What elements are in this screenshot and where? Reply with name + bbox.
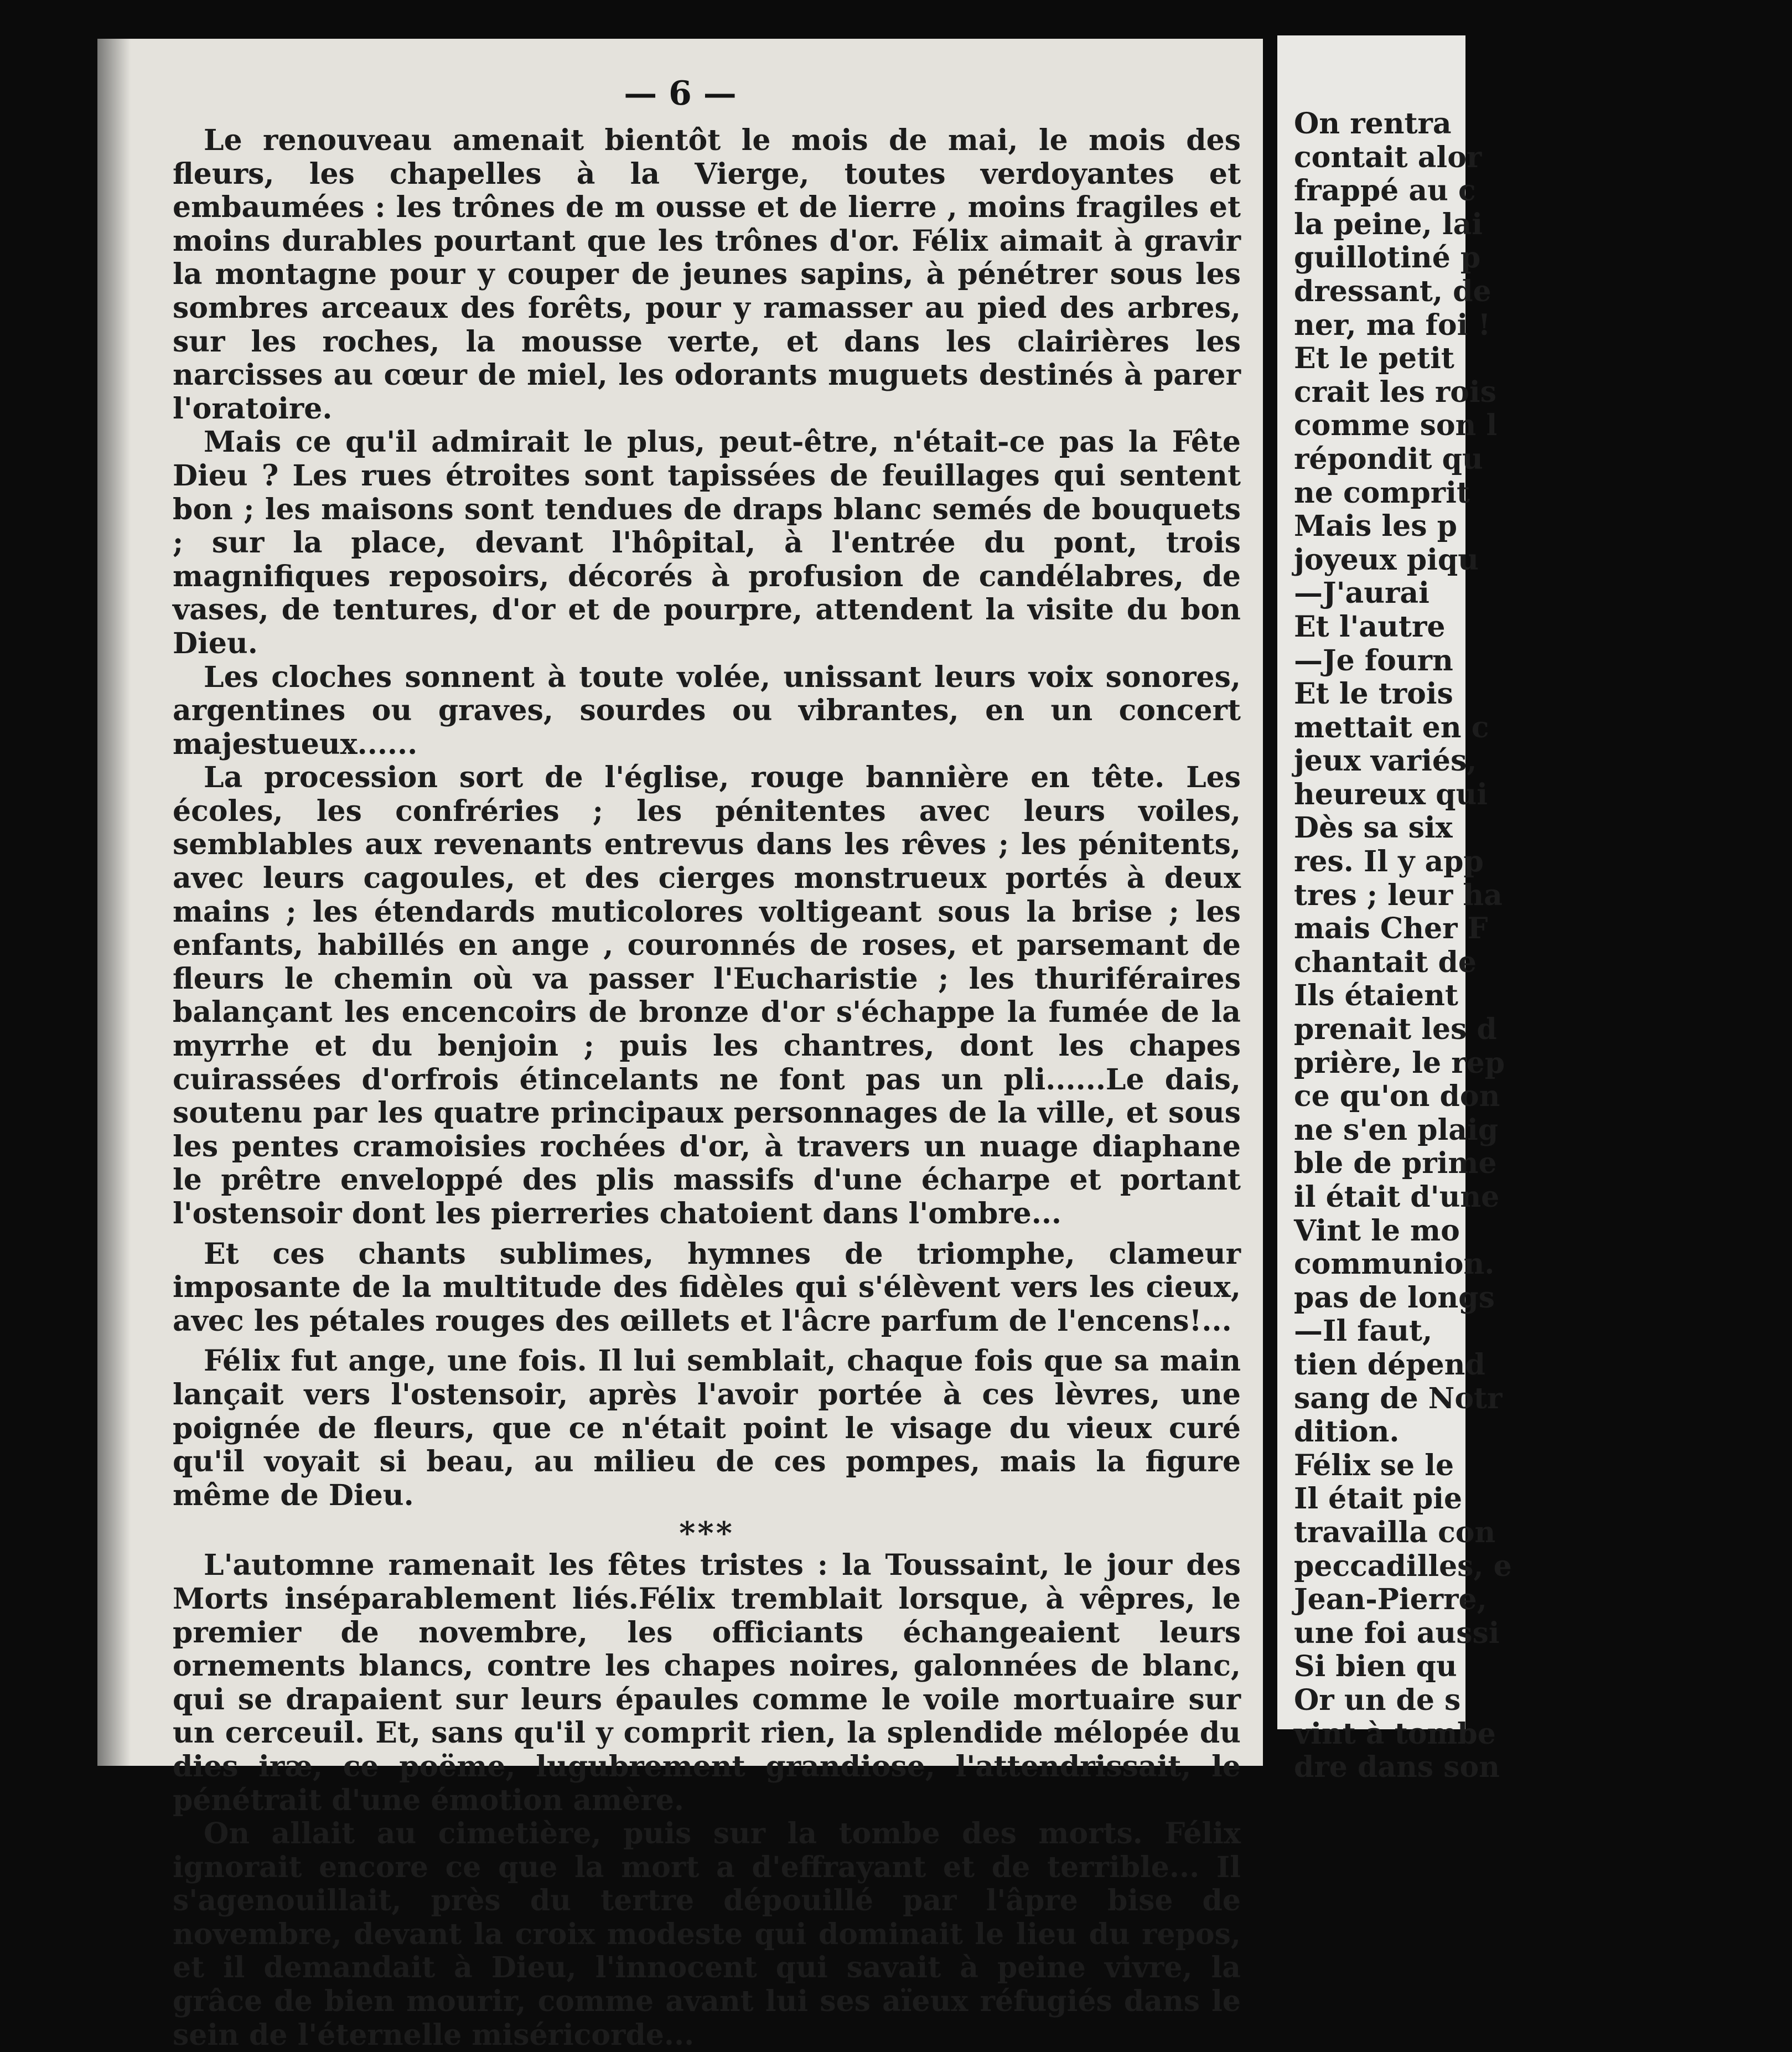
right-line: Il était pie bbox=[1294, 1482, 1463, 1516]
right-line: On rentra bbox=[1294, 107, 1452, 141]
right-line: tres ; leur ha bbox=[1294, 878, 1503, 912]
left-text-column bbox=[173, 124, 1241, 2052]
right-text-column bbox=[1294, 107, 1792, 1785]
right-line: dre dans son bbox=[1294, 1750, 1500, 1785]
right-line: chantait de bbox=[1294, 945, 1477, 979]
right-line: il était d'une bbox=[1294, 1180, 1500, 1214]
right-line: Dès sa six bbox=[1294, 811, 1453, 845]
right-line: crait les rois bbox=[1294, 375, 1496, 409]
paragraph-bells: Les cloches sonnent à toute volée, unissant leurs voix sonores, argentines ou graves, sourdes ou vibrantes, en un concert majestueux...... bbox=[173, 660, 1241, 761]
paragraph-spring: Le renouveau amenait bientôt le mois de mai, le mois des fleurs, les chapelles à la Vierge, toutes verdoyantes et embaumées : les trônes de m ousse et de lierre , moins fragiles et moins durables pourtant que les trônes d'or. Félix aimait à gravir la montagne pour y couper de jeunes sapins, à pénétrer sous les sombres arceaux des forêts, pour y ramasser au pied des arbres, sur les roches, la mousse verte, et dans les clairières les narcisses au cœur de miel, les odorants muguets destinés à parer l'oratoire. bbox=[173, 123, 1241, 426]
right-line: —Je fourn bbox=[1294, 643, 1453, 678]
right-line: Ils étaient bbox=[1294, 979, 1458, 1013]
page-gutter-shadow bbox=[97, 39, 131, 1766]
right-line: Or un de s bbox=[1294, 1683, 1461, 1717]
right-line: Mais les p bbox=[1294, 509, 1457, 544]
right-line: prière, le rep bbox=[1294, 1046, 1505, 1080]
right-line: —Il faut, bbox=[1294, 1314, 1433, 1348]
section-separator: *** bbox=[679, 1515, 734, 1552]
paragraph-ange: Félix fut ange, une fois. Il lui semblait, chaque fois que sa main lançait vers l'ostensoir, après l'avoir portée à ces lèvres, une poignée de fleurs, que ce n'était point le visage du vieux curé qu'il voyait si beau, au milieu de ces pompes, mais la figure même de Dieu. bbox=[173, 1344, 1241, 1512]
right-line: Vint le mo bbox=[1294, 1213, 1460, 1248]
right-line: ce qu'on don bbox=[1294, 1079, 1500, 1114]
right-line: sang de Notr bbox=[1294, 1381, 1503, 1415]
page-number: — 6 — bbox=[624, 74, 737, 113]
right-line: communion. bbox=[1294, 1247, 1495, 1281]
right-line: vint à tombe bbox=[1294, 1717, 1496, 1751]
right-line: mettait en c bbox=[1294, 710, 1489, 745]
right-line: contait alor bbox=[1294, 140, 1482, 174]
right-line: peccadilles, e bbox=[1294, 1549, 1512, 1583]
paragraph-fete-dieu: Mais ce qu'il admirait le plus, peut-être, n'était-ce pas la Fête Dieu ? Les rues étroites sont tapissées de feuillages qui sentent bon ; les maisons sont tendues de draps blanc semés de bouquets ; sur la place, devant l'hôpital, à l'entrée du pont, trois magnifiques reposoirs, décorés à profusion de candélabres, de vases, de tentures, d'or et de pourpre, attendent la visite du bon Dieu. bbox=[173, 425, 1241, 660]
paragraph-automne: L'automne ramenait les fêtes tristes : la Toussaint, le jour des Morts inséparablement liés.Félix tremblait lorsque, à vêpres, le premier de novembre, les officiants échangeaient leurs ornements blancs, contre les chapes noires, galonnées de blanc, qui se drapaient sur leurs épaules comme le voile mortuaire sur un cerceuil. Et, sans qu'il y comprit rien, la splendide mélopée du dies iræ, ce poëme, lugubrement grandiose, l'attendrissait, le pénétrait d'une émotion amère. bbox=[173, 1548, 1241, 1817]
right-line: joyeux piqu bbox=[1294, 542, 1479, 577]
right-line: comme son l bbox=[1294, 409, 1498, 443]
right-line: une foi aussi bbox=[1294, 1616, 1500, 1650]
paragraph-cimetiere: On allait au cimetière, puis sur la tombe des morts. Félix ignorait encore ce que la mort a d'effrayant et de terrible... Il s'agenouillait, près du tertre dépouillé par l'âpre bise de novembre, devant la croix modeste qui dominait le lieu du repos, et il demandait à Dieu, l'innocent qui savait à peine vivre, la grâce de bien mourir, comme avant lui ses aïeux réfugiés dans le sein de l'éternelle miséricorde... bbox=[173, 1817, 1241, 2052]
right-line: dition. bbox=[1294, 1415, 1400, 1449]
right-line: la peine, lai bbox=[1294, 207, 1483, 241]
right-line: frappé au c bbox=[1294, 174, 1476, 208]
right-line: tien dépend bbox=[1294, 1347, 1485, 1382]
right-line: jeux variés, bbox=[1294, 744, 1477, 778]
right-line: mais Cher F bbox=[1294, 912, 1488, 946]
paragraph-chants: Et ces chants sublimes, hymnes de triomphe, clameur imposante de la multitude des fidèles qui s'élèvent vers les cieux, avec les pétales rouges des œillets et l'âcre parfum de l'encens!... bbox=[173, 1237, 1241, 1338]
right-line: ner, ma foi ! bbox=[1294, 308, 1491, 342]
right-line: ne comprit bbox=[1294, 475, 1470, 510]
right-line: Et le petit bbox=[1294, 342, 1454, 376]
right-page bbox=[1277, 35, 1512, 1785]
right-line: prenait les d bbox=[1294, 1012, 1497, 1047]
left-page bbox=[97, 39, 1263, 2052]
paragraph-procession: La procession sort de l'église, rouge bannière en tête. Les écoles, les confréries ; les pénitentes avec leurs voiles, semblables aux revenants entrevus dans les rêves ; les pénitents, avec leurs cagoules, et des cierges monstrueux portés à deux mains ; les étendards muticolores voltigeant sous la brise ; les enfants, habillés en ange , couronnés de roses, et parsemant de fleurs le chemin où va passer l'Eucharistie ; les thuriféraires balançant les encencoirs de bronze d'or s'échappe la fumée de la myrrhe et du benjoin ; puis les chantres, dont les chapes cuirassées d'orfrois étincelants ne font pas un pli......Le dais, soutenu par les quatre principaux personnages de la ville, et sous les pentes cramoisies rochées d'or, à travers un nuage diaphane le prêtre enveloppé des plis massifs d'une écharpe et portant l'ostensoir dont les pierreries chatoient dans l'ombre... bbox=[173, 761, 1241, 1231]
right-line: pas de longs bbox=[1294, 1280, 1495, 1315]
right-line: guillotiné p bbox=[1294, 241, 1481, 275]
right-line: Si bien qu bbox=[1294, 1650, 1457, 1684]
right-line: dressant, de bbox=[1294, 274, 1491, 308]
right-line: Jean-Pierre, bbox=[1294, 1583, 1487, 1617]
right-line: heureux qui bbox=[1294, 777, 1488, 812]
right-line: ne s'en plaig bbox=[1294, 1113, 1499, 1147]
right-line: res. Il y app bbox=[1294, 845, 1484, 879]
right-line: Félix se le bbox=[1294, 1448, 1454, 1482]
right-line: Et le trois bbox=[1294, 677, 1453, 711]
right-line: travailla con bbox=[1294, 1515, 1496, 1549]
right-line: —J'aurai bbox=[1294, 576, 1430, 611]
right-line: répondit qu bbox=[1294, 442, 1483, 476]
right-line: Et l'autre bbox=[1294, 609, 1446, 644]
right-line: ble de prime bbox=[1294, 1146, 1497, 1181]
